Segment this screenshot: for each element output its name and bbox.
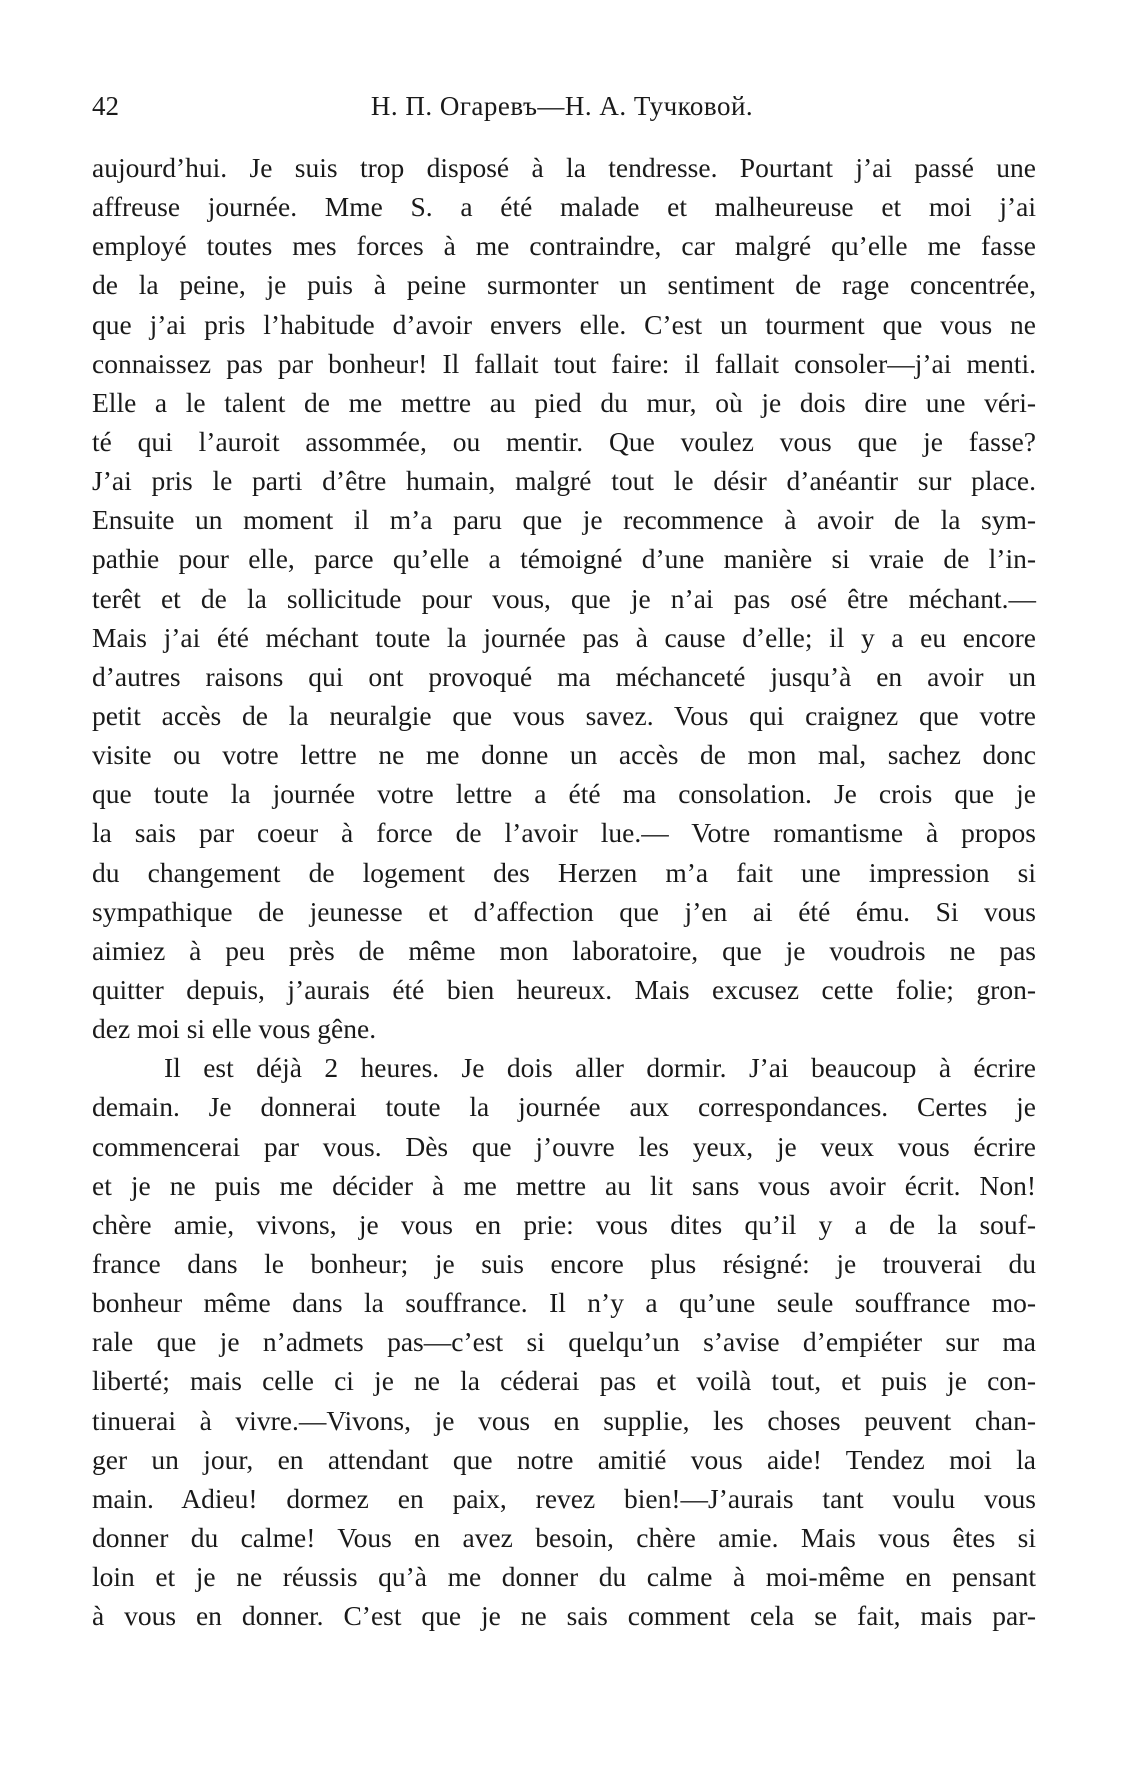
text-line: terêt et de la sollicitude pour vous, que je n’ai pas osé être méchant.— <box>92 582 1036 614</box>
text-line: pathie pour elle, parce qu’elle a témoigné d’une manière si vraie de l’in- <box>92 543 1036 575</box>
text-line: du changement de logement des Herzen m’a fait une impression si <box>92 856 1036 888</box>
text-line: affreuse journée. Mme S. a été malade et malheureuse et moi j’ai <box>92 191 1036 223</box>
text-line: sympathique de jeunesse et d’affection que j’en ai été ému. Si vous <box>92 895 1036 927</box>
paragraph <box>92 1048 1036 1635</box>
text-line: employé toutes mes forces à me contraindre, car malgré qu’elle me fasse <box>92 230 1036 262</box>
text-line: petit accès de la neuralgie que vous savez. Vous qui craignez que votre <box>92 699 1036 731</box>
text-line: de la peine, je puis à peine surmonter un sentiment de rage concentrée, <box>92 269 1036 301</box>
text-line: à vous en donner. C’est que je ne sais comment cela se fait, mais par- <box>92 1600 1036 1632</box>
page-number: 42 <box>92 91 119 121</box>
text-line: Mais j’ai été méchant toute la journée pas à cause d’elle; il y a eu encore <box>92 621 1036 653</box>
text-line: la sais par coeur à force de l’avoir lue.— Votre romantisme à propos <box>92 817 1036 849</box>
text-line: chère amie, vivons, je vous en prie: vous dites qu’il y a de la souf- <box>92 1208 1036 1240</box>
text-line: connaissez pas par bonheur! Il fallait tout faire: il fallait consoler—j’ai menti. <box>92 347 1036 379</box>
text-line: que toute la journée votre lettre a été ma consolation. Je crois que je <box>92 778 1036 810</box>
paragraph <box>92 148 1036 1048</box>
text-line: et je ne puis me décider à me mettre au lit sans vous avoir écrit. Non! <box>92 1169 1036 1201</box>
text-line: rale que je n’admets pas—c’est si quelqu’un s’avise d’empiéter sur ma <box>92 1326 1036 1358</box>
text-line: main. Adieu! dormez en paix, revez bien!—J’aurais tant voulu vous <box>92 1482 1036 1514</box>
text-line: bonheur même dans la souffrance. Il n’y a qu’une seule souffrance mo- <box>92 1287 1036 1319</box>
text-line: quitter depuis, j’aurais été bien heureux. Mais excusez cette folie; gron- <box>92 973 1036 1005</box>
text-line: J’ai pris le parti d’être humain, malgré tout le désir d’anéantir sur place. <box>92 465 1036 497</box>
text-line: demain. Je donnerai toute la journée aux correspondances. Certes je <box>92 1091 1036 1123</box>
text-line: aujourd’hui. Je suis trop disposé à la tendresse. Pourtant j’ai passé une <box>92 152 1036 183</box>
text-line: aimiez à peu près de même mon laboratoire, que je voudrois ne pas <box>92 934 1036 966</box>
text-line: que j’ai pris l’habitude d’avoir envers elle. C’est un tourment que vous ne <box>92 308 1036 340</box>
text-line: Elle a le talent de me mettre au pied du mur, où je dois dire une véri- <box>92 386 1036 418</box>
text-line: ger un jour, en attendant que notre amitié vous aide! Tendez moi la <box>92 1443 1036 1475</box>
text-line: tinuerai à vivre.—Vivons, je vous en supplie, les choses peuvent chan- <box>92 1404 1036 1436</box>
text-line: donner du calme! Vous en avez besoin, chère amie. Mais vous êtes si <box>92 1521 1036 1553</box>
text-line: france dans le bonheur; je suis encore plus résigné: je trouverai du <box>92 1247 1036 1279</box>
text-line: visite ou votre lettre ne me donne un accès de mon mal, sachez donc <box>92 739 1036 771</box>
body-text <box>92 148 1036 1635</box>
page-header <box>92 86 1032 126</box>
text-line: commencerai par vous. Dès que j’ouvre les yeux, je veux vous écrire <box>92 1130 1036 1162</box>
text-line: té qui l’auroit assommée, ou mentir. Que voulez vous que je fasse? <box>92 425 1036 457</box>
text-line: liberté; mais celle ci je ne la céderai pas et voilà tout, et puis je con- <box>92 1365 1036 1397</box>
text-line: Ensuite un moment il m’a paru que je recommence à avoir de la sym- <box>92 504 1036 536</box>
text-line: Il est déjà 2 heures. Je dois aller dormir. J’ai beaucoup à écrire <box>164 1052 1036 1084</box>
running-title: Н. П. Огаревъ—Н. А. Тучковой. <box>370 91 754 121</box>
text-line: d’autres raisons qui ont provoqué ma méchanceté jusqu’à en avoir un <box>92 660 1036 692</box>
text-line: dez moi si elle vous gêne. <box>92 1013 377 1045</box>
text-line: loin et je ne réussis qu’à me donner du calme à moi-même en pensant <box>92 1561 1036 1593</box>
